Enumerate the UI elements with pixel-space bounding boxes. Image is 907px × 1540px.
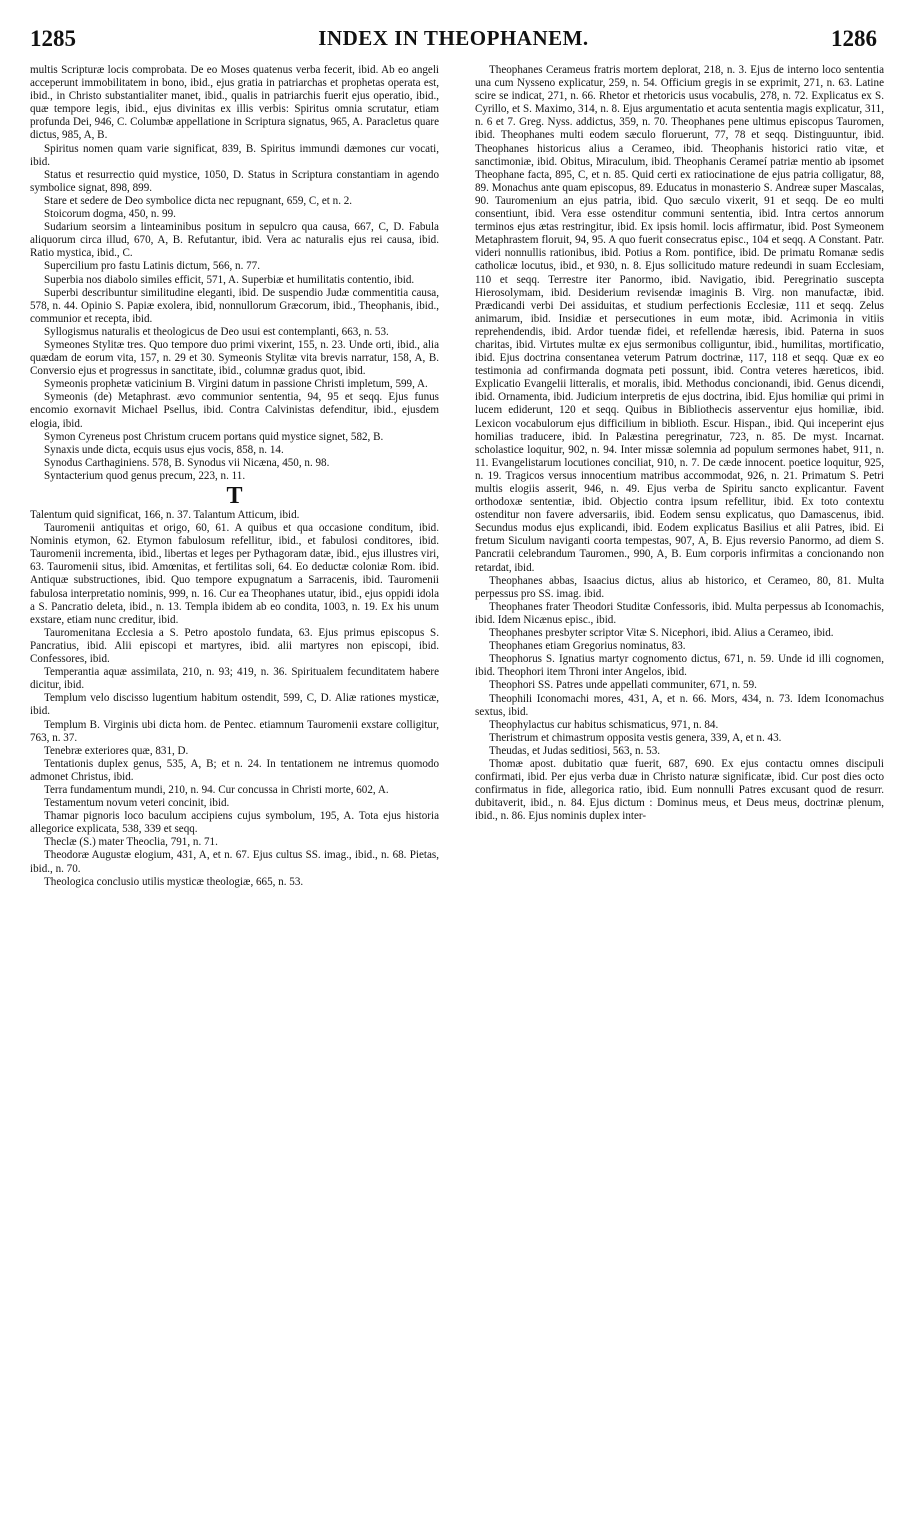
index-entry: Tauromenitana Ecclesia a S. Petro apostolo fundata, 63. Ejus primus episcopus S. Pancratius, ibid. Alii episcopi et martyres, ibid. alii martyres non episcopi, ibid. Confessores, ibid. [30,626,439,666]
index-entry: Tenebræ exteriores quæ, 831, D. [44,744,189,757]
index-entry: Sudarium seorsim a linteaminibus positum in sepulcro qua causa, 667, C, D. Fabula aliquorum circa illud, 670, A, B. Refutantur, ibid. Vera ac naturalis ejus rei causa, ibid. Ratio mystica, ibid., C. [30,221,439,260]
index-entry: Theophanes Cerameus fratris mortem deplorat, 218, n. 3. Ejus de interno loco sententia una cum Nysseno explicatur, 259, n. 54. Officium gregis in se exprimit, 271, n. 63. Latine scire se indicat, 271, n. 66. Rhetor et rhetoricis usus vocabulis, 278, n. 72. Explicatus ex S. Cyrillo, et S. Maximo, 314, n. 8. Ejus argumentatio et acuta sententia magis explicatur, 311, n. 6 et 7. Greg. Nyss. addictus, 359, n. 70. Theophanes pene ultimus episcopus Tauromen, ibid. Theophanes multi eodem sæculo floruerunt, 77, 78 et seqq. Distinguuntur, ibid. Theophanes historicus alius a Cerameo, ibid. Theophanis historici ratio vitæ, et sanctimoniæ, ibid. Obitus, Miraculum, ibid. Theophanis Cerameí patriæ mentio ab ipsomet Theophane facta, 895, C, et n. 85. Quid certi ex ratiocinatione de ejus patria colligatur, 88, 89. Monachus ante quam episcopus, 89. Educatus in monasterio S. Andreæ super Mascalas, 90. Tauromenium an ejus patria, ibid. Quo sæculo vixerit, 91 et seqq. De eo multi consentiunt, ibid. Vera esse ostenditur communi sententia, ibid. Intra certos annorum terminos ejus ætas restringitur, ibid. Ex ipsis homil. locis affirmatur, ibid. Post Symeonem Metaphrastem floruit, 94, 95. A quo fuerit consecratus episc., 104 et seqq. A Constant. Patr. videri nonnullis rationibus, ibid. Potius a Rom. pontifice, ibid. De primatu Romanæ sedis catholicæ locutus, ibid., et 930, n. 8. Ejus sollicitudo mature redeundi in suam Ecclesiam, 110 et seqq. Terrestre iter Panormo, ibid. Navigatio, ibid. Peregrinatio suscepta Hierosolymam, ibid. Desiderium revisendæ imaginis B. Virg. non manufactæ, ibid. Prædicandi verbi Dei assiduitas, et studium perfectionis Ecclesiæ, 111 et seqq. Zelus animarum, ibid. Insidiæ et persecutiones in eum motæ, ibid. Acrimonia in vitiis reprehendendis, ibid. Ardor tuendæ fidei, et refellendæ hæresis, ibid. Paterna in suos charitas, ibid. Virtutes multæ ex ejus sermonibus colliguntur, ibid., humilitas, mortificatio, ibid. Ejus doctrina consentanea veterum Patrum doctrinæ, 117, 118 et seqq. Quæ ex eo testimonia ad confirmanda dogmata peti possunt, ibid. Contra veteres hæreticos, ibid. Explicatio Evangelii litteralis, et moralis, ibid. Methodus concionandi, ibid. Genus dicendi, ibid. Ornamenta, ibid. Judicium interpretis de ejus doctrina, ibid. Ejus homiliæ qui primi in lucem ediderunt, 120 et seqq. Quibus in Bibliothecis asserventur ejus homiliæ, ibid. Lexicon vocabulorum ejus difficilium in biblioth. Escur. Hispan., ibid. Qui inceperint ejus homilias traducere, ibid. In Palæstina peregrinatur, 723, n. 85. De myst. Incarnat. scholastice loquitur, 902, n. 94. Inter missæ solemnia ad populum sermones habet, 911, n. 11. Evangelistarum locutiones conciliat, 910, n. 7. De cæde innocent. poetice loquitur, 925, n. 19. Tragicos versus innocentium matribus accommodat, 926, n. 21. Primatum S. Petri multis elogiis asserit, 946, n. 49. Ejus verba de Spiritu sancto explicantur. Favent orthodoxæ sententiæ, ibid. Objectio contra ipsum refellitur, ibid. Ex toto contextu ostenditur non favere adversariis, ibid. Eodem sensu explicatus, quo Damascenus, ibid. Secundus modus ejus explicandi, ibid. Eodem explicatus Basilius et alii Patres, ibid. Ei fretum Siculum naviganti coorta tempestas, 907, A, B. Ejus reversio Panormo, ad diem S. Pancratii celebrandum Tauromen., 990, A, B. Eum corporis infirmitas a concionando non retardat, ibid. [475,64,884,574]
index-entry: Theophili Iconomachi mores, 431, A, et n. 66. Mors, 434, n. 73. Idem Iconomachus sextus, ibid. [475,692,884,718]
index-entry: Tentationis duplex genus, 535, A, B; et n. 24. In tentationem ne intremus quomodo admonet Christus, ibid. [30,757,439,783]
index-entry: Talentum quid significat, 166, n. 37. Talantum Atticum, ibid. [30,509,300,521]
index-entry: Stoicorum dogma, 450, n. 99. [44,208,176,221]
index-entry: Theophanes abbas, Isaacius dictus, alius ab historico, et Cerameo, 80, 81. Multa perpessus pro SS. imag. ibid. [475,574,884,600]
index-entry: Theclæ (S.) mater Theoclia, 791, n. 71. [44,836,218,849]
page-number-left: 1285 [30,26,76,51]
right-column [475,64,884,823]
section-letter: T [226,483,243,509]
index-entry: Symeonis (de) Metaphrast. ævo communior sententia, 94, 95 et seqq. Ejus funus encomio exornavit Michael Psellus, ibid. Contra Calvinistas defenditur, ibid., ejusdem elogia, ibid. [30,391,439,430]
index-entry: Tauromenii antiquitas et origo, 60, 61. A quibus et qua occasione conditum, ibid. Nominis etymon, 62. Etymon fabulosum refellitur, ibid., et fabulosi conditores, ibid. Tauromenii incrementa, ibid., libertas et leges per Pythagoram datæ, ibid., ejus illustres viri, 63. Tauromenii situs, ibid. Amœnitas, et fertilitas soli, 64. Eo deductæ coloniæ Rom. ibid. Antiquæ substructiones, ibid. Quo tempore expugnatum a Sarracenis, ibid. Tauromenii fabulosa interpretatio nominis, 999, n. 16. Cur ea Theophanes utatur, ibid., ejus oppidi idola a S. Pancratio deleta, ibid., n. 13. Templa ibidem ab eo condita, 1003, n. 19. Ex his unum exstare, etiam nunc creditur, ibid. [30,522,439,626]
index-entry: Thamar pignoris loco baculum accipiens cujus symbolum, 195, A. Tota ejus historia allegorice explicata, 538, 339 et seqq. [30,810,439,836]
index-entry: multis Scripturæ locis comprobata. De eo Moses quatenus verba fecerit, ibid. Ab eo angeli acceperunt immobilitatem in bono, ibid., ejus gratia in patriarchas et prophetas operata est, ibid., in Christo substantialiter manet, ibid., qualis in patriarchis fuerit ejus operatio, ibid., quæ tempore legis, ibid., ejus divinitas ex illis verbis: Spiritus omnia scrutatur, etiam profunda Dei, 946, C. Columbæ appellatione in Scriptura signatus, 965, A. Paracletus quare dictus, 985, A, B. [30,64,439,142]
index-entry: Superbi describuntur similitudine eleganti, ibid. De suspendio Judæ commentitia causa, 578, n. 44. Opinio S. Papiæ exolera, ibid, nonnullorum Græcorum, ibid., Theophanis, ibid., communior et recepta, ibid. [30,286,439,325]
index-entry: Theophanes presbyter scriptor Vitæ S. Nicephori, ibid. Alius a Cerameo, ibid. [489,627,834,640]
index-entry: Templum velo discisso lugentium habitum ostendit, 599, C, D. Aliæ rationes mysticæ, ibid. [30,692,439,718]
index-entry: Supercilium pro fastu Latinis dictum, 566, n. 77. [44,260,260,273]
index-entry: Theristrum et chimastrum opposita vestis genera, 339, A, et n. 43. [489,731,782,744]
page-header [30,26,877,58]
index-entry: Stare et sedere de Deo symbolice dicta nec repugnant, 659, C, et n. 2. [44,194,353,207]
index-entry: Syllogismus naturalis et theologicus de Deo usui est contemplanti, 663, n. 53. [44,325,389,338]
index-entry: Status et resurrectio quid mystice, 1050, D. Status in Scriptura constantiam in agendo symbolice signat, 898, 899. [30,168,439,194]
index-entry: Theodoræ Augustæ elogium, 431, A, et n. 67. Ejus cultus SS. imag., ibid., n. 68. Pietas, ibid., n. 70. [30,849,439,875]
index-entry: Theophori SS. Patres unde appellati communiter, 671, n. 59. [489,679,757,692]
left-column [30,64,439,889]
index-entry: Theophorus S. Ignatius martyr cognomento dictus, 671, n. 59. Unde id illi cognomen, ibid. Theophori item Throni inter Angelos, ibid. [475,653,884,679]
index-entry: Temperantia aquæ assimilata, 210, n. 93; 419, n. 36. Spiritualem fecunditatem habere dicitur, ibid. [30,666,439,692]
index-entry: Theophanes frater Theodori Studitæ Confessoris, ibid. Multa perpessus ab Iconomachis, ibid. Idem Nicænus episc., ibid. [475,600,884,626]
running-title: INDEX IN THEOPHANEM. [318,26,589,50]
index-entry: Symon Cyreneus post Christum crucem portans quid mystice signet, 582, B. [44,430,384,443]
index-entry: Theophylactus cur habitus schismaticus, 971, n. 84. [489,718,719,731]
page-number-right: 1286 [831,26,877,51]
index-entry: Syntacterium quod genus precum, 223, n. 11. [44,469,246,482]
index-entry: Symeonis prophetæ vaticinium B. Virgini datum in passione Christi impletum, 599, A. [44,378,428,391]
index-entry: Superbia nos diabolo similes efficit, 571, A. Superbiæ et humilitatis contentio, ibid. [44,273,415,286]
index-entry: Theophanes etiam Gregorius nominatus, 83. [489,640,686,653]
index-entry: Spiritus nomen quam varie significat, 839, B. Spiritus immundi dæmones cur vocati, ibid. [30,142,439,168]
index-entry: Theologica conclusio utilis mysticæ theologiæ, 665, n. 53. [44,875,304,888]
index-entry: Testamentum novum veteri concinit, ibid. [44,797,230,810]
index-entry: Templum B. Virginis ubi dicta hom. de Pentec. etiamnum Tauromenii exstare colligitur, 763, n. 37. [30,718,439,744]
index-entry: Thomæ apost. dubitatio quæ fuerit, 687, 690. Ex ejus contactu omnes discipuli confirmati, ibid. Per ejus verba duæ in Christo naturæ significatæ, ibid. Cur post dies octo confirmatus in fide, allegorica ratio, ibid. Eum nonnulli Patres excusant quod de resurr. dubitaverit, ibid., n. 84. Ejus dictum : Dominus meus, et Deus meus, doctrinæ plenum, ibid., n. 86. Ejus nominis duplex inter- [475,757,884,823]
index-entry: Symeones Stylitæ tres. Quo tempore duo primi vixerint, 155, n. 23. Unde orti, ibid., alia quædam de eorum vita, 157, n. 29 et 30. Symeonis Stylitæ vita brevis narratur, 158, A, B. Conversio ejus et progressus in sanctitate, ibid., columnæ gradus quot, ibid. [30,338,439,378]
index-entry: Terra fundamentum mundi, 210, n. 94. Cur concussa in Christi morte, 602, A. [44,783,389,796]
index-entry: Synodus Carthaginiens. 578, B. Synodus vii Nicæna, 450, n. 98. [44,456,330,469]
index-entry: Theudas, et Judas seditiosi, 563, n. 53. [489,744,661,757]
index-entry: Synaxis unde dicta, ecquis usus ejus vocis, 858, n. 14. [44,443,284,456]
